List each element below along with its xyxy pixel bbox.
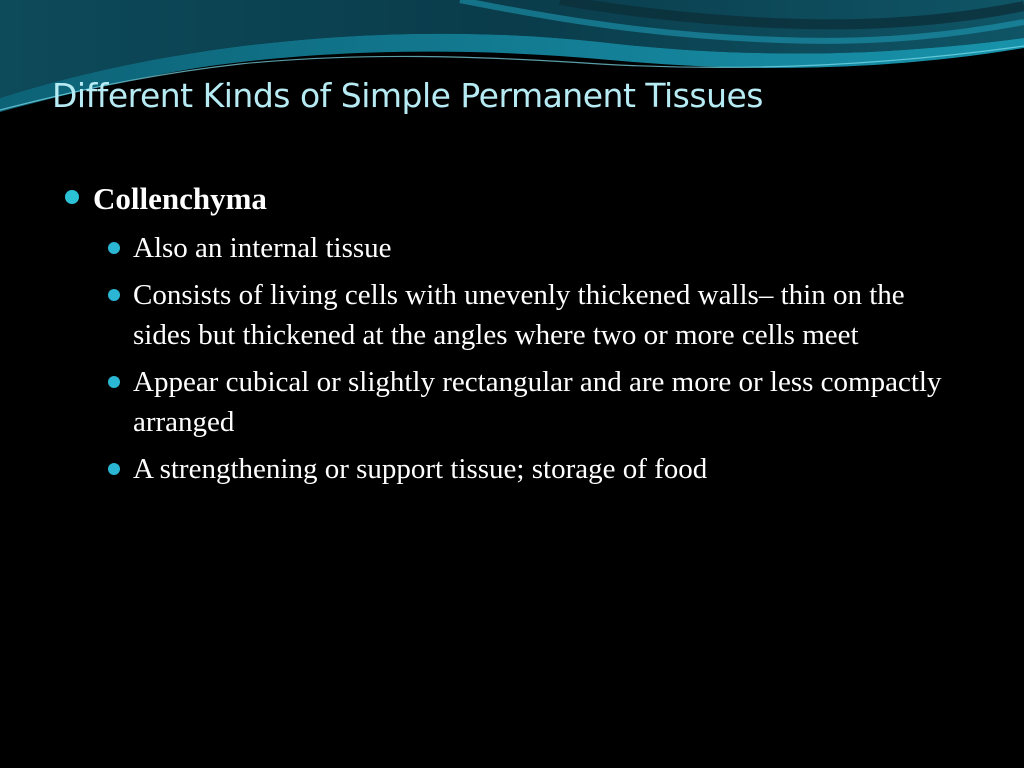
bullet-dot-icon — [108, 463, 120, 475]
list-item-text: Also an internal tissue — [133, 232, 392, 264]
bullet-dot-icon — [65, 190, 79, 204]
list-item — [133, 275, 953, 356]
list-item — [133, 228, 953, 269]
slide-content — [90, 176, 970, 489]
heading-collenchyma — [90, 176, 970, 222]
bullet-dot-icon — [108, 376, 120, 388]
bullet-list — [90, 228, 970, 489]
bullet-dot-icon — [108, 289, 120, 301]
bullet-dot-icon — [108, 242, 120, 254]
list-item-text: A strengthening or support tissue; storage of food — [133, 452, 708, 485]
heading-text: Collenchyma — [93, 181, 267, 216]
list-item — [133, 362, 953, 443]
slide-title: Different Kinds of Simple Permanent Tissues — [52, 76, 763, 115]
list-item-text: Consists of living cells with unevenly thickened walls– thin on the sides but thickened at the angles where two or more cells meet — [133, 278, 905, 351]
list-item — [133, 449, 953, 490]
list-item-text: Appear cubical or slightly rectangular and are more or less compactly arranged — [133, 365, 942, 438]
